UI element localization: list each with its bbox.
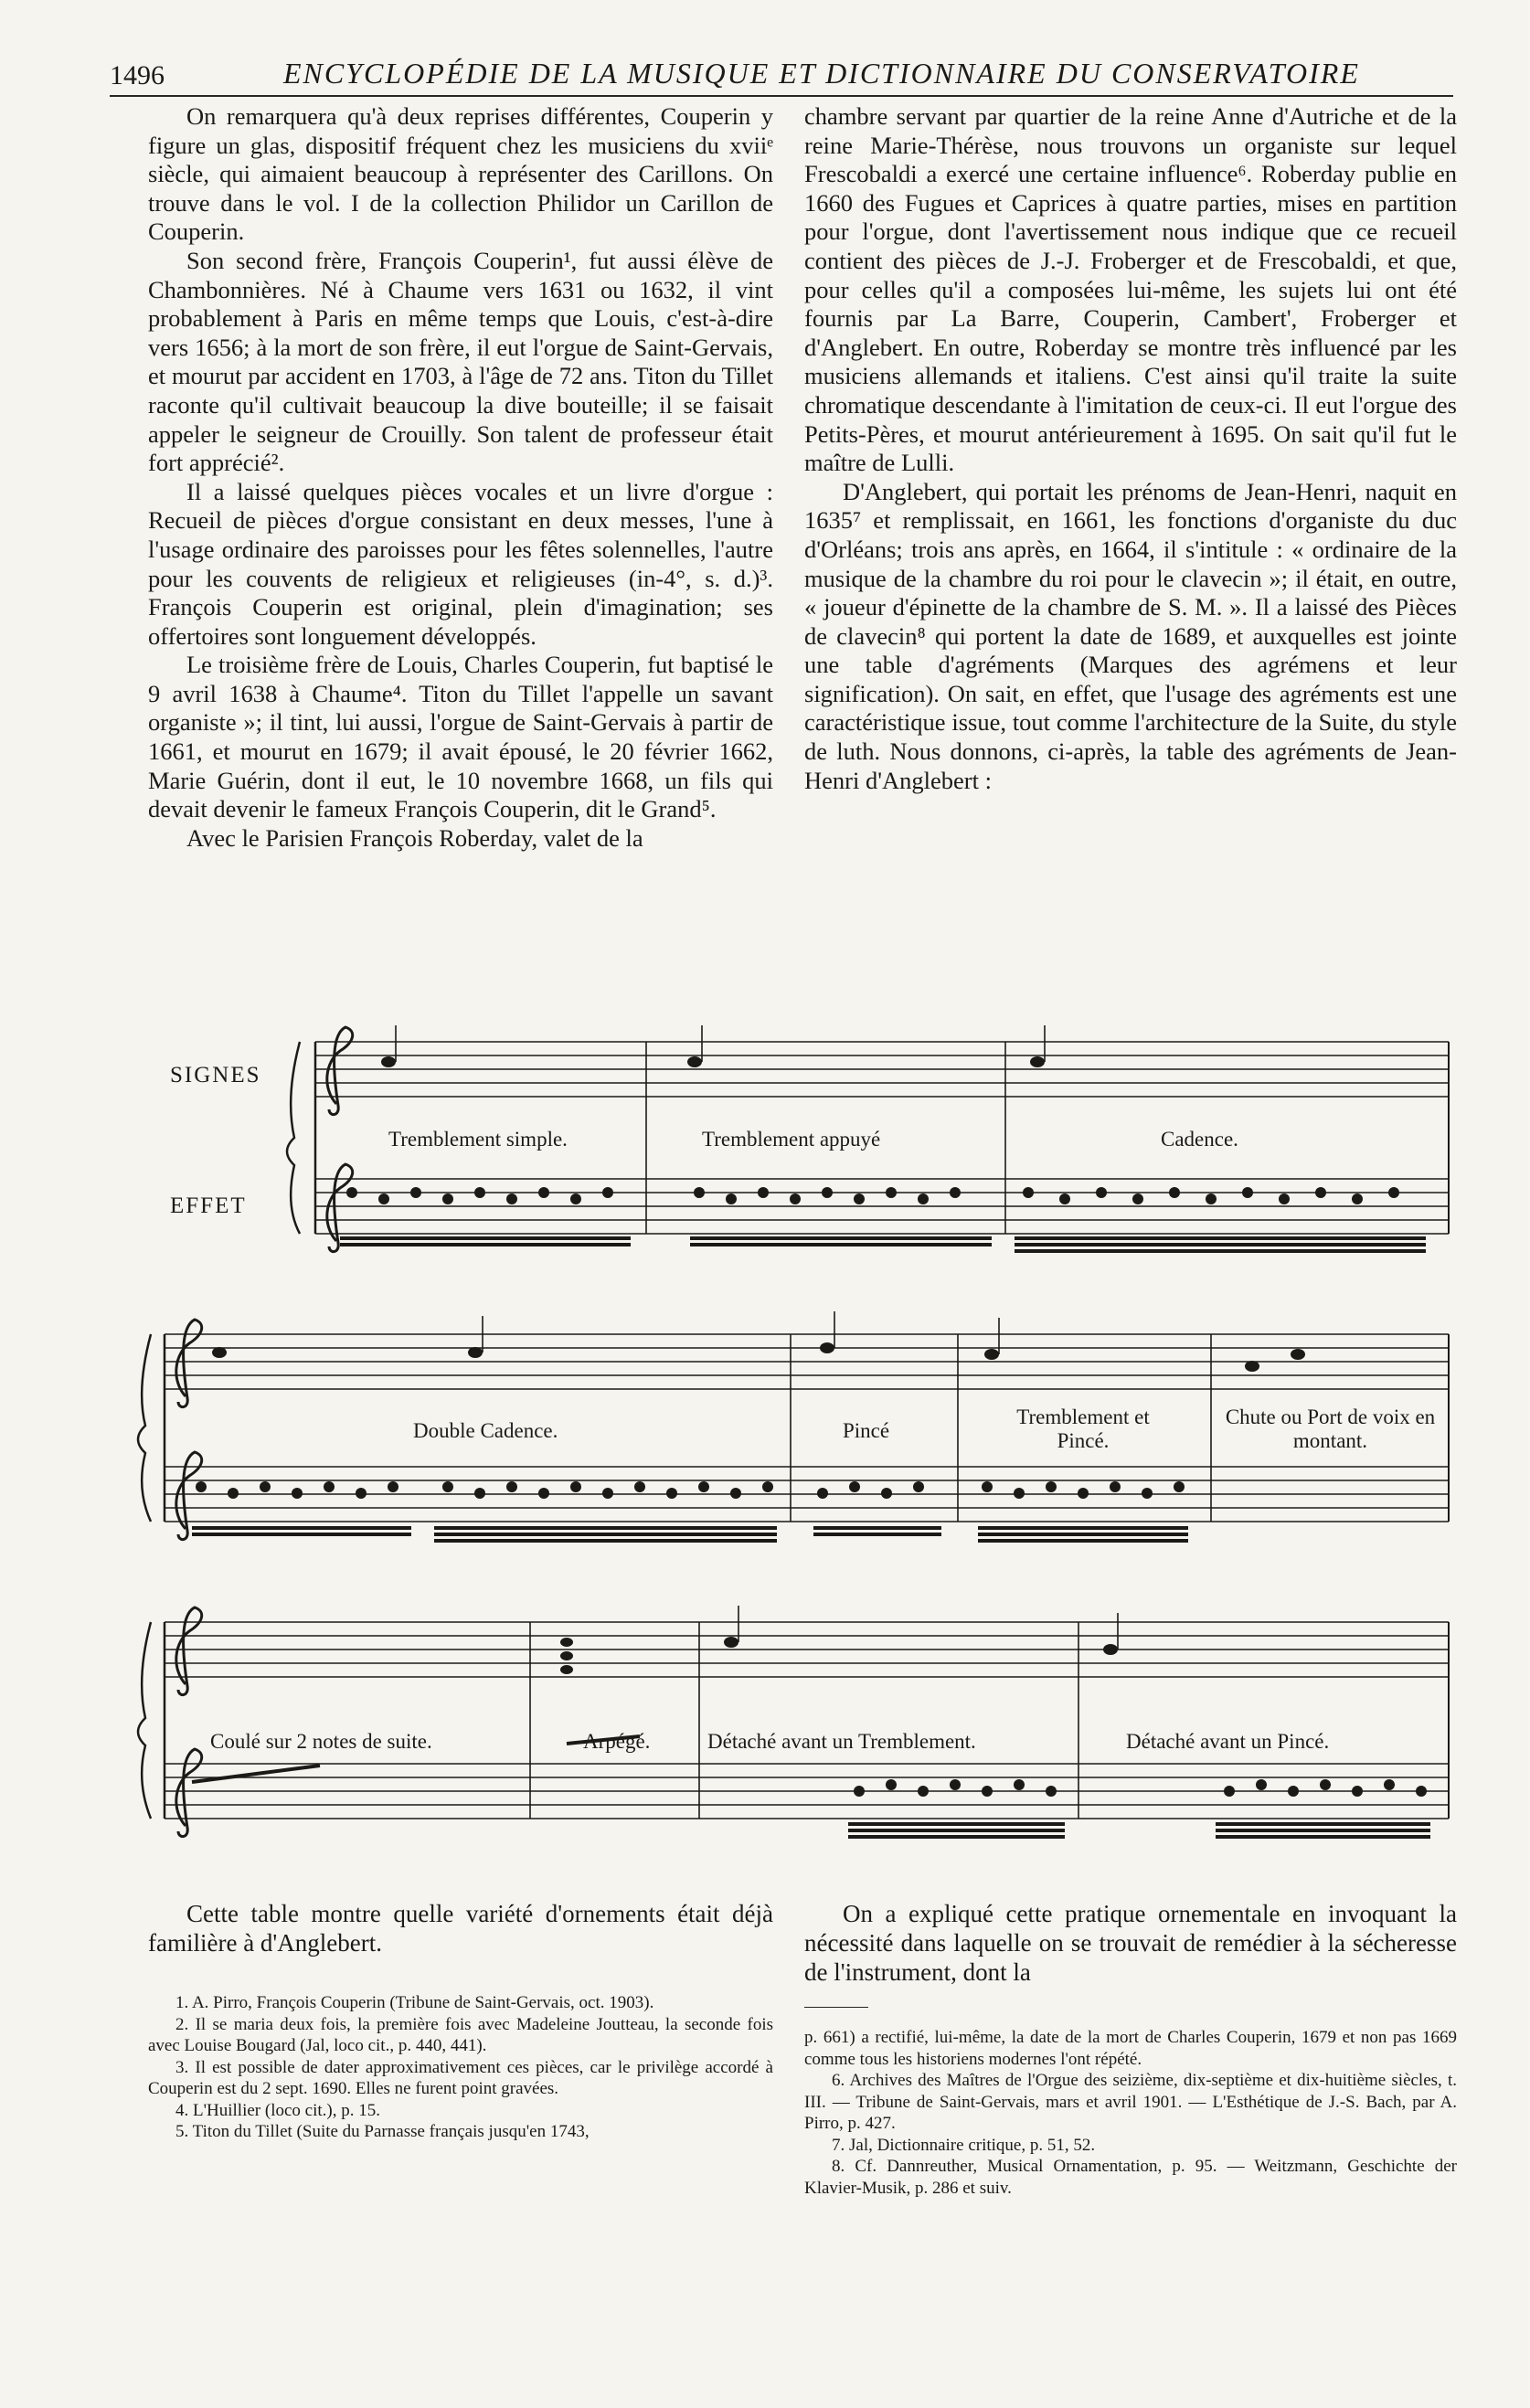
paragraph: Cette table montre quelle variété d'ornements était déjà familière à d'Anglebert. (148, 1900, 773, 1957)
staff-signs-3 (165, 1622, 1449, 1677)
running-title: ENCYCLOPÉDIE DE LA MUSIQUE ET DICTIONNAIRE DU CONSERVATOIRE (283, 57, 1360, 90)
signs-row-label: SIGNES (170, 1063, 261, 1087)
page-number: 1496 (110, 60, 165, 90)
staff-effet-1 (315, 1179, 1449, 1234)
paragraph: chambre servant par quartier de la reine Anne d'Autriche et de la reine Marie-Thérèse, nous trouvons un organiste sur lequel Frescobaldi a exercé une certaine influence⁶. Roberday publie en 1660 des Fugues et Caprices à quatre parties, mises en partition pour l'orgue, dont l'avertissement nous indique que ce recueil contient des pièces de J.-J. Froberger et de Frescobaldi, et que, pour celles qu'il a composées lui-même, les sujets lui ont été fournis par La Barre, Couperin, Cambert', Froberger et d'Anglebert. En outre, Roberday se montre très influencé par les musiciens allemands et italiens. C'est ainsi qu'il traite la suite chromatique descendante à l'imitation de ceux-ci. Il eut l'orgue des Petits-Pères, et mourut antérieurement à 1695. On sait qu'il fut le maître de Lulli. (804, 102, 1457, 477)
ornament-label: Pincé (843, 1419, 890, 1442)
paragraph: Il a laissé quelques pièces vocales et un livre d'orgue : Recueil de pièces d'orgue consistant en deux messes, l'une à l'usage ordinaire des paroisses pour les fêtes solennelles, l'autre pour les couvents de religieux et religieuses (in-4°, s. d.)³. François Couperin est original, plein d'imagination; ses offertoires sont longuement développés. (148, 477, 773, 650)
right-column (804, 102, 1457, 795)
ornament-label: Cadence. (1161, 1128, 1238, 1151)
header-rule (110, 95, 1453, 97)
footnote: 8. Cf. Dannreuther, Musical Ornamentation, p. 95. — Weitzmann, Geschichte der Klavier-Musik, p. 286 et suiv. (804, 2157, 1457, 2198)
ornament-label: Tremblement simple. (388, 1128, 568, 1151)
footnote: 3. Il est possible de dater approximativement ces pièces, car le privilège accordé à Couperin est du 2 sept. 1690. Elles ne furent point gravées. (148, 2057, 773, 2098)
paragraph: On a expliqué cette pratique ornementale en invoquant la nécessité dans laquelle on se trouvait de remédier à la sécheresse de l'instrument, dont la (804, 1900, 1457, 1986)
running-head (110, 57, 1444, 93)
effect-row-label: EFFET (170, 1193, 247, 1218)
ornament-label: Chute ou Port de voix en montant. (1225, 1406, 1436, 1452)
footnote: 7. Jal, Dictionnaire critique, p. 51, 52. (832, 2135, 1096, 2155)
closing-paragraph-right (804, 1899, 1457, 1987)
footnote: 5. Titon du Tillet (Suite du Parnasse français jusqu'en 1743, (175, 2122, 590, 2141)
ornament-label: Coulé sur 2 notes de suite. (210, 1730, 432, 1753)
footnotes-right (804, 2027, 1457, 2199)
paragraph: Le troisième frère de Louis, Charles Couperin, fut baptisé le 9 avril 1638 à Chaume⁴. Titon du Tillet l'appelle un savant organiste »; il tint, lui aussi, l'orgue de Saint-Gervais à partir de 1661, et mourut en 1679; il avait épousé, le 20 février 1662, Marie Guérin, dont il eut, le 10 novembre 1668, un fils qui devait devenir le fameux François Couperin, dit le Grand⁵. (148, 651, 773, 823)
footnote: 6. Archives des Maîtres de l'Orgue des seizième, dix-septième et dix-huitième siècles, t. III. — Tribune de Saint-Gervais, mars et avril 1901. — L'Esthétique de J.-S. Bach, par A. Pirro, p. 427. (804, 2071, 1457, 2133)
left-column (148, 102, 773, 853)
footnotes-left (148, 1992, 773, 2143)
staff-signs-2 (165, 1334, 1449, 1389)
staff-signs-1 (315, 1042, 1449, 1097)
footnote: p. 661) a rectifié, lui-même, la date de la mort de Charles Couperin, 1679 et non pas 1669 comme tous les historiens modernes l'ont répété. (804, 2028, 1457, 2069)
paragraph: D'Anglebert, qui portait les prénoms de Jean-Henri, naquit en 1635⁷ et remplissait, en 1661, les fonctions d'organiste du duc d'Orléans; trois ans après, en 1664, il s'intitule : « ordinaire de la musique de la chambre du roi pour le clavecin »; il était, en outre, « joueur d'épinette de la chambre de S. M. ». Il a laissé des Pièces de clavecin⁸ qui portent la date de 1689, et auxquelles est jointe une table d'agréments (Marques des agrémens et leur signification). On sait, en effet, que l'usage des agréments est une caractéristique issue, tout comme l'architecture de la Suite, du style de luth. Nous donnons, ci-après, la table des agréments de Jean-Henri d'Anglebert : (804, 477, 1457, 794)
ornament-label: Double Cadence. (413, 1419, 558, 1442)
footnote: 2. Il se maria deux fois, la première fois avec Madeleine Joutteau, la seconde fois avec Louise Bougard (Jal, loco cit., p. 440, 441). (148, 2014, 773, 2055)
ornament-label: Arpégé. (583, 1730, 651, 1753)
paragraph: Avec le Parisien François Roberday, valet de la (186, 823, 643, 852)
paragraph: On remarquera qu'à deux reprises différentes, Couperin y figure un glas, dispositif fréquent chez les musiciens du xviiᵉ siècle, qui aimaient beaucoup à représenter des Carillons. On trouve dans le vol. I de la collection Philidor un Carillon de Couperin. (148, 102, 773, 246)
closing-paragraph-left (148, 1899, 773, 1957)
ornament-label: Détaché avant un Tremblement. (707, 1730, 976, 1753)
ornament-label: Tremblement appuyé (702, 1128, 881, 1151)
ornament-label: Détaché avant un Pincé. (1126, 1730, 1330, 1753)
staff-effet-3 (165, 1764, 1449, 1819)
staff-effet-2 (165, 1467, 1449, 1522)
footnote-rule (804, 2007, 868, 2008)
footnote: 4. L'Huillier (loco cit.), p. 15. (175, 2100, 380, 2120)
ornament-label: Tremblement et Pincé. (1016, 1406, 1150, 1452)
footnote: 1. A. Pirro, François Couperin (Tribune de Saint-Gervais, oct. 1903). (175, 1993, 654, 2012)
paragraph: Son second frère, François Couperin¹, fut aussi élève de Chambonnières. Né à Chaume vers 1631 ou 1632, il vint probablement à Paris en même temps que Louis, c'est-à-dire vers 1656; à la mort de son frère, il eut l'orgue de Saint-Gervais, et mourut par accident en 1703, à l'âge de 72 ans. Titon du Tillet raconte qu'il cultivait beaucoup la dive bouteille; il se faisait appeler le seigneur de Crouilly. Son talent de professeur était fort apprécié². (148, 246, 773, 477)
